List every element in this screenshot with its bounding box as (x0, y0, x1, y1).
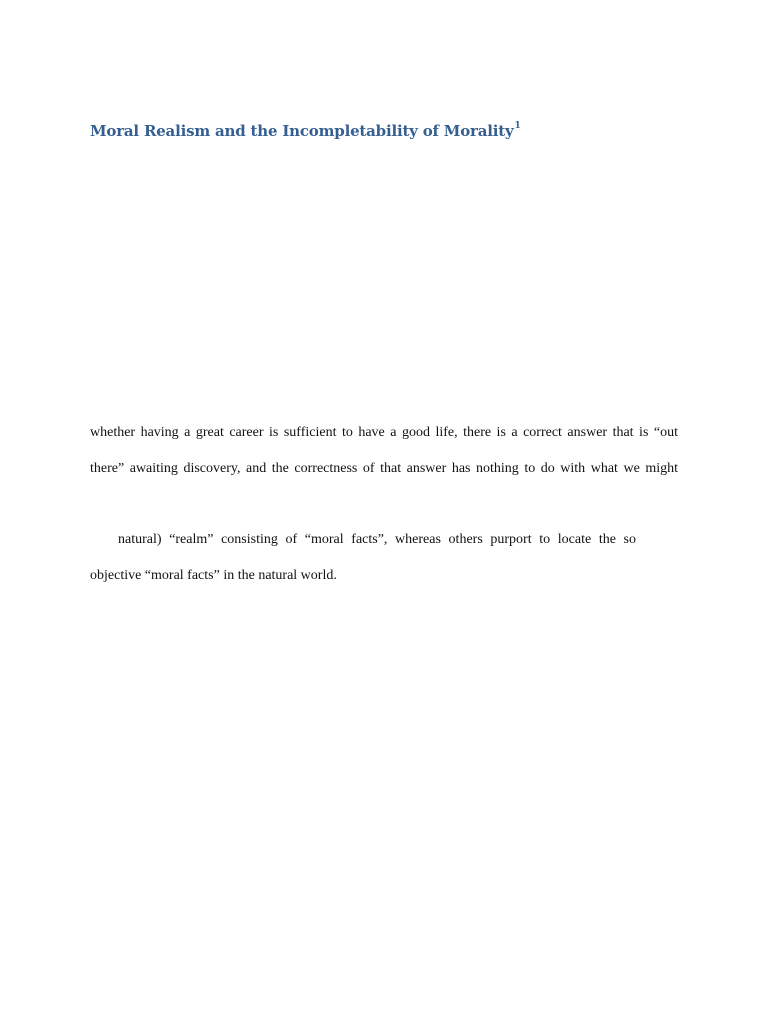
footnote-marker[interactable]: 1 (514, 121, 521, 131)
paragraph-2-line-2: objective “moral facts” in the natural world. (90, 568, 337, 583)
paragraph-2-line-1: natural) “realm” consisting of “moral facts”, whereas others purport to locate the so (118, 532, 636, 547)
paragraph-1-line-1: whether having a great career is sufficient to have a good life, there is a correct answer that is “out (90, 425, 678, 440)
paragraph-1-line-2: there” awaiting discovery, and the correctness of that answer has nothing to do with what we might (90, 461, 678, 476)
document-title (90, 122, 521, 140)
document-title-text: Moral Realism and the Incompletability of Morality (90, 122, 514, 140)
